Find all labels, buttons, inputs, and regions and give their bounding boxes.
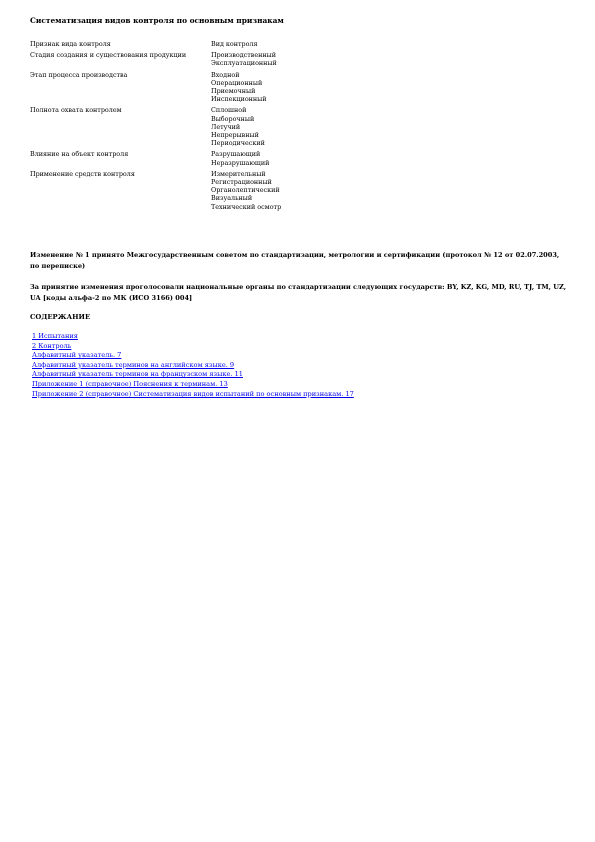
- table-row: [30, 167, 281, 211]
- toc-link[interactable]: Приложение 1 (справочное) Пояснения к терминам. 13: [32, 379, 228, 388]
- toc-link[interactable]: Приложение 2 (справочное) Систематизация видов испытаний по основным признакам. 17: [32, 389, 354, 398]
- feature-cell: Этап процесса производства: [30, 70, 128, 79]
- control-type: Входной: [211, 70, 240, 79]
- types-cell: [211, 103, 281, 147]
- toc-link[interactable]: 1 Испытания: [32, 332, 78, 340]
- table-header-cell: Признак вида контроля: [30, 40, 111, 48]
- types-cell: [211, 48, 281, 67]
- control-type: Измерительный: [211, 169, 266, 178]
- section-heading: Систематизация видов контроля по основным признакам: [30, 16, 284, 25]
- control-type: Непрерывный: [211, 131, 259, 140]
- table-row: [30, 147, 281, 166]
- control-type: Операционный: [211, 78, 263, 87]
- table-row: [30, 103, 281, 147]
- table-header-row: [30, 40, 281, 48]
- table-header-cell: Вид контроля: [211, 40, 258, 48]
- table-of-contents: [32, 332, 354, 399]
- control-type: Сплошной: [211, 106, 247, 115]
- voting-note: За принятие изменения проголосовали национальные органы по стандартизации следующих государств: BY, KZ, KG, MD, RU, TJ, TM, UZ, UA [коды альфа-2 по МК (ИСО 3166) 004]: [30, 283, 566, 302]
- table-row: [30, 48, 281, 67]
- control-type: Регистрационный: [211, 178, 272, 187]
- control-type: Визуальный: [211, 194, 253, 203]
- feature-cell: Стадия создания и существования продукции: [30, 51, 187, 60]
- control-type: Технический осмотр: [211, 202, 282, 211]
- toc-link[interactable]: 2 Контроль: [32, 341, 72, 350]
- feature-cell: Влияние на объект контроля: [30, 150, 129, 159]
- control-type: Инспекционный: [211, 95, 267, 104]
- control-type: Неразрушающий: [211, 158, 270, 167]
- amendment-note: Изменение № 1 принято Межгосударственным советом по стандартизации, метрологии и сертификации (протокол № 12 от 02.07.2003, по переписке): [30, 251, 560, 270]
- types-cell: [211, 147, 281, 166]
- types-cell: [211, 167, 281, 211]
- classification-table: [30, 40, 281, 211]
- control-type: Периодический: [211, 139, 265, 148]
- control-type: Органолептический: [211, 186, 280, 195]
- control-type: Производственный: [211, 51, 276, 60]
- toc-link[interactable]: Алфавитный указатель. 7: [32, 351, 122, 360]
- types-cell: [211, 68, 281, 104]
- control-type: Эксплуатационный: [211, 59, 277, 68]
- toc-link[interactable]: Алфавитный указатель терминов на английском языке. 9: [32, 360, 235, 369]
- feature-cell: Применение средств контроля: [30, 169, 135, 178]
- table-row: [30, 68, 281, 104]
- control-type: Летучий: [211, 122, 241, 131]
- feature-cell: Полнота охвата контролем: [30, 106, 122, 115]
- control-type: Выборочный: [211, 114, 255, 123]
- control-type: Приемочный: [211, 87, 256, 96]
- control-type: Разрушающий: [211, 150, 261, 159]
- toc-title: СОДЕРЖАНИЕ: [30, 313, 91, 321]
- toc-link[interactable]: Алфавитный указатель терминов на французском языке. 11: [32, 370, 243, 379]
